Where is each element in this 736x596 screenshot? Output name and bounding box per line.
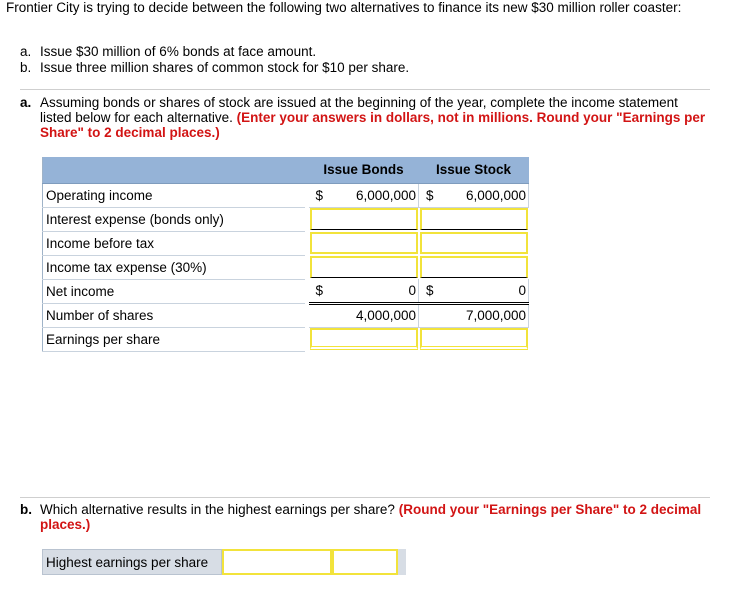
row-label: Earnings per share	[43, 327, 305, 351]
highest-eps-label: Highest earnings per share	[42, 549, 222, 575]
interest-expense-bonds-cell	[309, 207, 419, 231]
row-label: Number of shares	[43, 303, 305, 327]
income-statement-table	[42, 157, 529, 352]
interest-expense-stock-input[interactable]	[420, 208, 528, 230]
row-label: Interest expense (bonds only)	[43, 207, 305, 231]
row-label: Operating income	[43, 183, 305, 207]
table-row	[43, 279, 529, 303]
currency-sign: $	[426, 282, 434, 298]
divider	[20, 497, 710, 498]
income-tax-stock-input[interactable]	[420, 256, 528, 278]
col-issue-stock: Issue Stock	[419, 157, 529, 183]
value: 7,000,000	[465, 308, 526, 323]
part-a-instruction: (Enter your answers in dollars, not in millions. Round your "Earnings per Share" to 2 decimal places.)	[40, 110, 706, 140]
row-tail	[398, 549, 406, 575]
table-row	[43, 303, 529, 327]
table-row	[43, 207, 529, 231]
interest-expense-bonds-input[interactable]	[310, 208, 418, 230]
header-blank	[43, 157, 305, 183]
highest-eps-alternative-input[interactable]	[222, 549, 332, 575]
part-a-body	[40, 95, 710, 140]
part-a-key: a.	[20, 95, 32, 110]
table-header-row	[43, 157, 529, 183]
alternatives-list	[20, 44, 409, 76]
alternative-a	[20, 44, 409, 60]
value: 4,000,000	[355, 308, 416, 323]
income-tax-bonds-cell	[309, 255, 419, 279]
eps-stock-input[interactable]	[420, 328, 528, 350]
part-b-key: b.	[20, 502, 32, 517]
income-before-tax-stock-input[interactable]	[420, 232, 528, 254]
income-before-tax-bonds-cell	[309, 231, 419, 255]
net-income-stock	[419, 279, 529, 303]
row-label: Income tax expense (30%)	[43, 255, 305, 279]
table-row	[43, 231, 529, 255]
currency-sign: $	[315, 282, 324, 298]
alternative-a-text: Issue $30 million of 6% bonds at face amount.	[40, 44, 317, 59]
shares-stock	[419, 303, 529, 327]
highest-eps-value-input[interactable]	[332, 549, 398, 575]
income-tax-bonds-input[interactable]	[310, 256, 418, 278]
value: 6,000,000	[355, 187, 416, 203]
alternative-b	[20, 60, 409, 76]
value: 0	[518, 282, 526, 298]
value: 6,000,000	[465, 187, 526, 203]
part-a-question	[20, 95, 710, 140]
eps-bonds-input[interactable]	[310, 328, 418, 350]
shares-bonds	[309, 303, 419, 327]
net-income-bonds	[309, 279, 419, 303]
operating-income-bonds	[309, 183, 419, 207]
value: 0	[408, 282, 416, 298]
alternative-a-key: a.	[20, 44, 32, 59]
row-label: Income before tax	[43, 231, 305, 255]
eps-stock-cell	[419, 327, 529, 351]
currency-sign: $	[426, 187, 434, 203]
alternative-b-key: b.	[20, 60, 32, 75]
alternative-b-text: Issue three million shares of common stock for $10 per share.	[40, 60, 410, 75]
table-row	[43, 255, 529, 279]
income-before-tax-bonds-input[interactable]	[310, 232, 418, 254]
problem-intro: Frontier City is trying to decide between the following two alternatives to finance its new $30 million roller coaster:	[6, 0, 682, 15]
operating-income-stock	[419, 183, 529, 207]
part-a-text: Assuming bonds or shares of stock are issued at the beginning of the year, complete the income statement listed below for each alternative.	[40, 95, 678, 125]
part-b-body	[40, 502, 710, 532]
col-issue-bonds: Issue Bonds	[309, 157, 419, 183]
eps-bonds-cell	[309, 327, 419, 351]
currency-sign: $	[315, 187, 324, 203]
table-row	[43, 327, 529, 351]
part-b-instruction: (Round your "Earnings per Share" to 2 decimal places.)	[40, 502, 702, 532]
highest-eps-row	[42, 549, 406, 575]
interest-expense-stock-cell	[419, 207, 529, 231]
income-tax-stock-cell	[419, 255, 529, 279]
row-label: Net income	[43, 279, 305, 303]
income-before-tax-stock-cell	[419, 231, 529, 255]
part-b-text: Which alternative results in the highest earnings per share?	[40, 502, 395, 517]
divider	[20, 89, 710, 90]
table-row	[43, 183, 529, 207]
part-b-question	[20, 502, 710, 532]
